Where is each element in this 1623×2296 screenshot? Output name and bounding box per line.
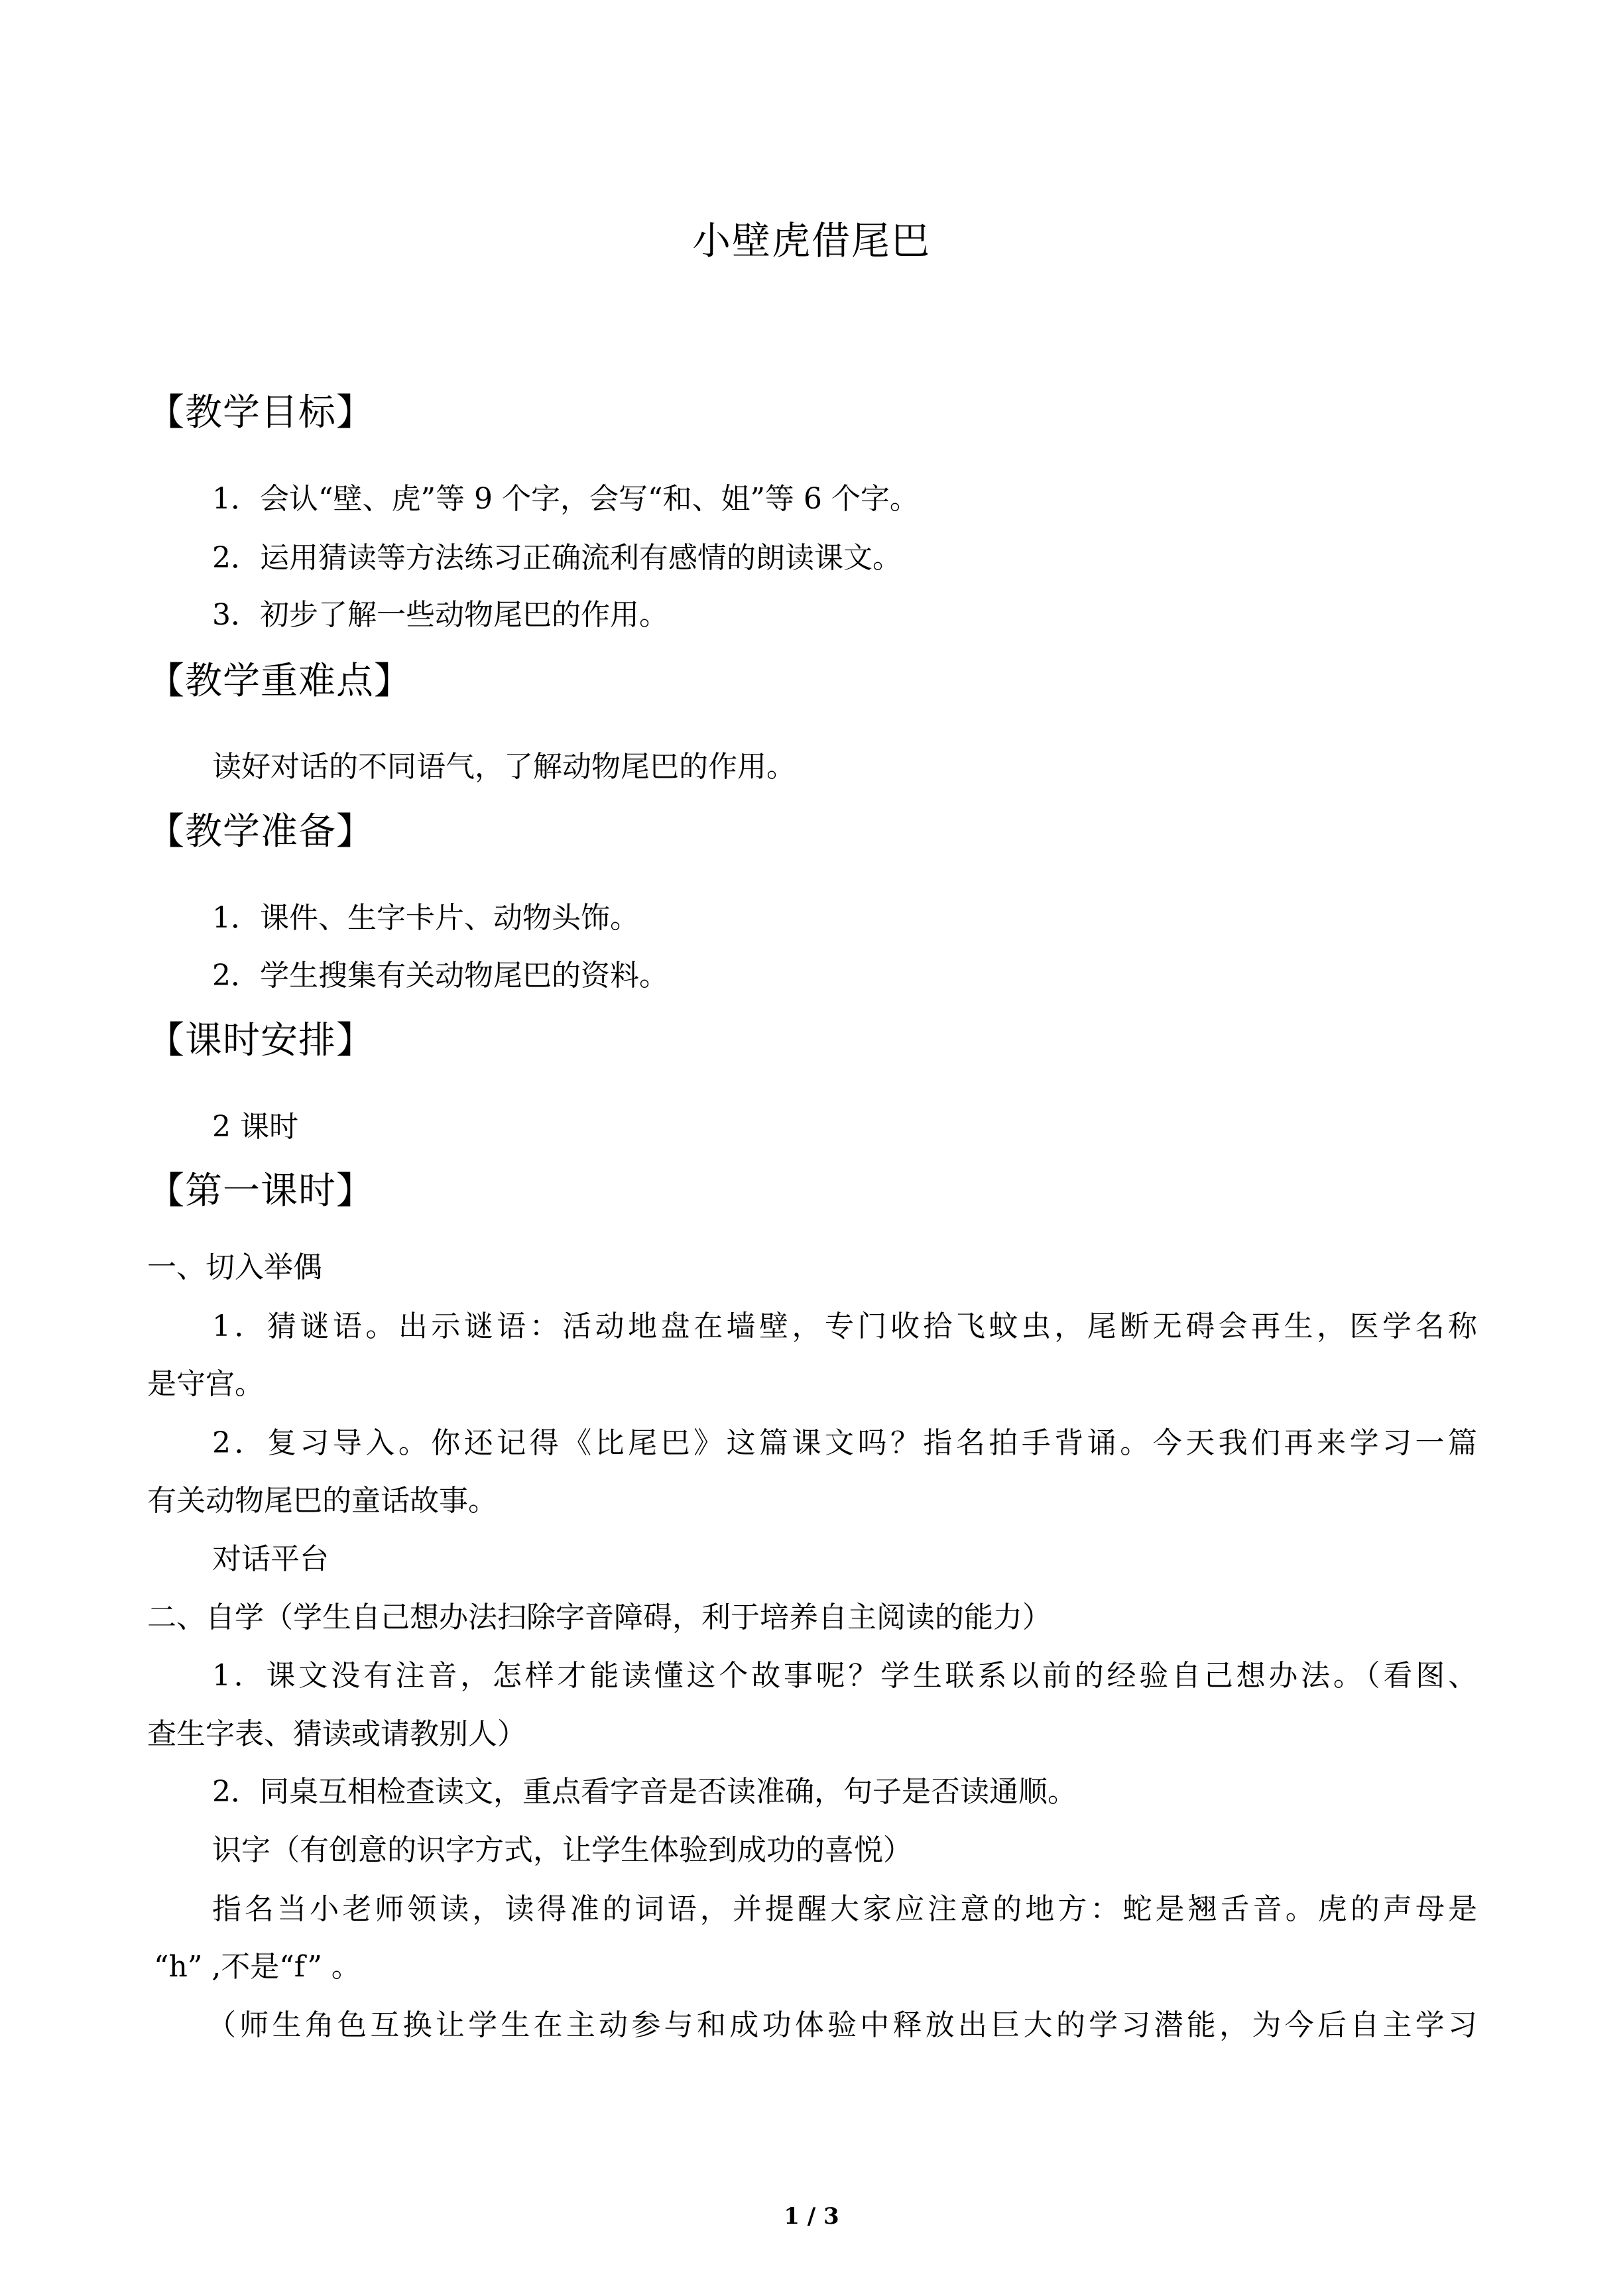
- paragraph-review-line2: 有关动物尾巴的童话故事。: [147, 1484, 497, 1518]
- key-points-text: 读好对话的不同语气，了解动物尾巴的作用。: [212, 750, 796, 784]
- paragraph-riddle-line2: 是守宫。: [147, 1367, 264, 1401]
- literacy-heading: 识字（有创意的识字方式，让学生体验到成功的喜悦）: [212, 1833, 912, 1867]
- dialogue-platform: 对话平台: [212, 1542, 329, 1576]
- heading-objectives: 【教学目标】: [147, 391, 374, 434]
- heading-schedule: 【课时安排】: [147, 1019, 374, 1062]
- preparation-item-1: 1．课件、生字卡片、动物头饰。: [212, 901, 639, 935]
- document-title: 小壁虎借尾巴: [691, 218, 931, 263]
- paragraph-role-swap-line1: （师生角色互换让学生在主动参与和成功体验中释放出巨大的学习潜能，为今后自主学习: [207, 2008, 1477, 2042]
- paragraph-peer-check: 2．同桌互相检查读文，重点看字音是否读准确，句子是否读通顺。: [212, 1775, 1077, 1809]
- paragraph-lead-reading-line2: “h” ,不是“f” 。: [154, 1950, 361, 1984]
- part2-title: 二、自学（学生自己想办法扫除字音障碍，利于培养自主阅读的能力）: [147, 1601, 1052, 1634]
- heading-key-points: 【教学重难点】: [147, 660, 412, 703]
- page-number: 1 / 3: [784, 2203, 839, 2230]
- paragraph-review-line1: 2．复习导入。你还记得《比尾巴》这篇课文吗？指名拍手背诵。今天我们再来学习一篇: [212, 1426, 1477, 1460]
- heading-first-lesson: 【第一课时】: [147, 1170, 374, 1213]
- objective-item-2: 2．运用猜读等方法练习正确流利有感情的朗读课文。: [212, 541, 902, 575]
- preparation-item-2: 2．学生搜集有关动物尾巴的资料。: [212, 959, 668, 993]
- schedule-text: 2 课时: [212, 1110, 298, 1144]
- paragraph-selfstudy-line2: 查生字表、猜读或请教别人）: [147, 1717, 526, 1751]
- heading-preparation: 【教学准备】: [147, 810, 374, 853]
- paragraph-selfstudy-line1: 1．课文没有注音，怎样才能读懂这个故事呢？学生联系以前的经验自己想办法。（看图、: [212, 1659, 1477, 1693]
- objective-item-3: 3．初步了解一些动物尾巴的作用。: [212, 598, 668, 632]
- objective-item-1: 1．会认“壁、虎”等 9 个字，会写“和、姐”等 6 个字。: [212, 482, 919, 516]
- paragraph-lead-reading-line1: 指名当小老师领读，读得准的词语，并提醒大家应注意的地方：蛇是翘舌音。虎的声母是: [212, 1892, 1477, 1926]
- part1-title: 一、切入举偶: [147, 1250, 322, 1284]
- paragraph-riddle-line1: 1．猜谜语。出示谜语：活动地盘在墙壁，专门收拾飞蚊虫，尾断无碍会再生，医学名称: [212, 1309, 1477, 1343]
